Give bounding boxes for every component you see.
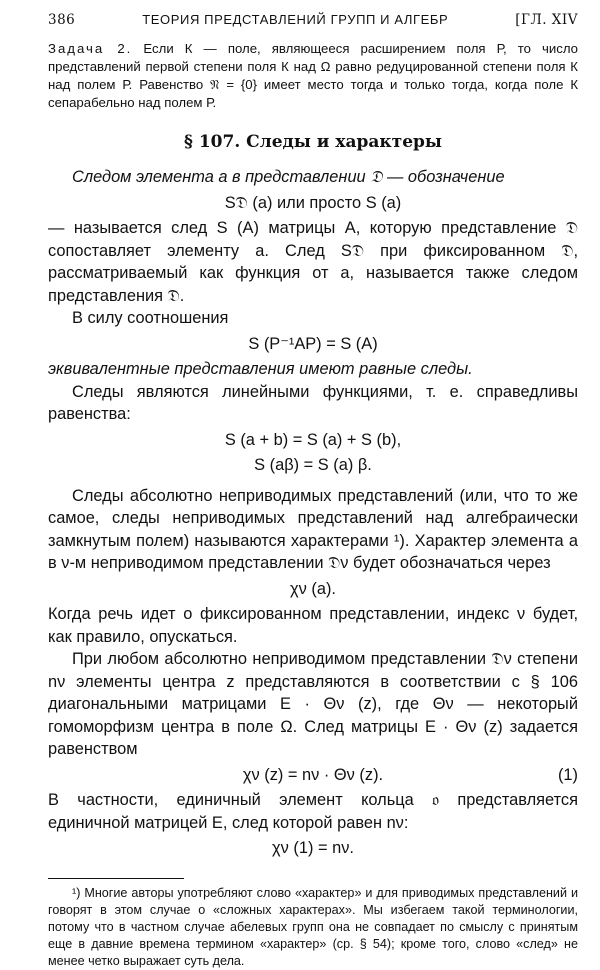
paragraph-relation-intro: В силу соотношения xyxy=(72,309,229,327)
formula-similarity: S (P⁻¹AP) = S (A) xyxy=(248,334,378,353)
formula-scalar: S (aβ) = S (a) β. xyxy=(254,456,372,474)
section-title: § 107. Следы и характеры xyxy=(184,132,442,152)
paragraph-trace-definition: — называется след S (A) матрицы A, которую представление 𝔇 сопоставляет элементу a. След S𝔇 при фиксированном 𝔇, рассматриваемый как функция от a, называется также следом представления 𝔇. xyxy=(48,219,578,305)
formula-center-trace xyxy=(48,764,578,787)
running-header xyxy=(48,0,578,28)
exercise-text: Если К — поле, являющееся расширением поля Р, то число представлений первой степени поля К над Ω равно редуцированной степени поля К над полем Р. Равенство 𝔑 = {0} имеет место тогда и только тогда, когда поле К сепарабельно над полем Р. xyxy=(48,41,579,110)
definition-line: Следом элемента a в представлении 𝔇 — обозначение xyxy=(72,168,505,186)
paragraph-equivalent-traces: эквивалентные представления имеют равные следы. xyxy=(48,360,473,378)
formula-unit-trace: χν (1) = nν. xyxy=(272,839,354,857)
footnote-rule xyxy=(48,878,184,879)
paragraph-characters: Следы абсолютно неприводимых представлений (или, что то же самое, следы неприводимых представлений над алгебраически замкнутым полем) называются характерами ¹). Характер элемента a в ν-м неприводимом представлении 𝔇ν будет обозначаться через xyxy=(48,486,578,572)
footnote-text: Многие авторы употребляют слово «характер» и для приводимых представлений и говорят в этом случае о «сложных характерах». Мы избегаем такой терминологии, потому что в частном случае абелевых групп она не совпадает по смыслу с принятым еще в давние времена термином «характер» (ср. § 54); кроме того, слово «след» не менее четко выражает суть дела. xyxy=(48,885,578,968)
exercise-paragraph xyxy=(48,40,578,112)
paragraph-index-omission: Когда речь идет о фиксированном представлении, индекс ν будет, как правило, опускаться. xyxy=(48,605,578,646)
formula-character: χν (a). xyxy=(290,579,336,598)
main-text xyxy=(48,166,578,860)
paragraph-center: При любом абсолютно неприводимом представлении 𝔇ν степени nν элементы центра z представляются в соответствии с § 106 диагональными матрицами E · Θν (z), где Θν — некоторый гомоморфизм центра в поле Ω. След матрицы E · Θν (z) задается равенством xyxy=(48,650,578,758)
paragraph-linearity: Следы являются линейными функциями, т. е. справедливы равенства: xyxy=(48,382,578,423)
running-title: ТЕОРИЯ ПРЕДСТАВЛЕНИЙ ГРУПП И АЛГЕБР xyxy=(142,12,449,27)
chapter-label: [ГЛ. XIV xyxy=(515,12,578,28)
formula-center-trace-text: χν (z) = nν · Θν (z). xyxy=(242,765,384,784)
paragraph-unit-element: В частности, единичный элемент кольца 𝔬 представляется единичной матрицей E, след которой равен nν: xyxy=(48,791,578,832)
formula-additivity: S (a + b) = S (a) + S (b), xyxy=(224,430,402,449)
equation-number: (1) xyxy=(557,765,578,784)
page-number: 386 xyxy=(48,12,76,28)
definition-formula: S𝔇 (a) или просто S (a) xyxy=(224,193,402,212)
footnote xyxy=(48,885,578,970)
footnote-marker: ¹) xyxy=(72,885,81,900)
exercise-label: Задача 2. xyxy=(48,41,133,56)
